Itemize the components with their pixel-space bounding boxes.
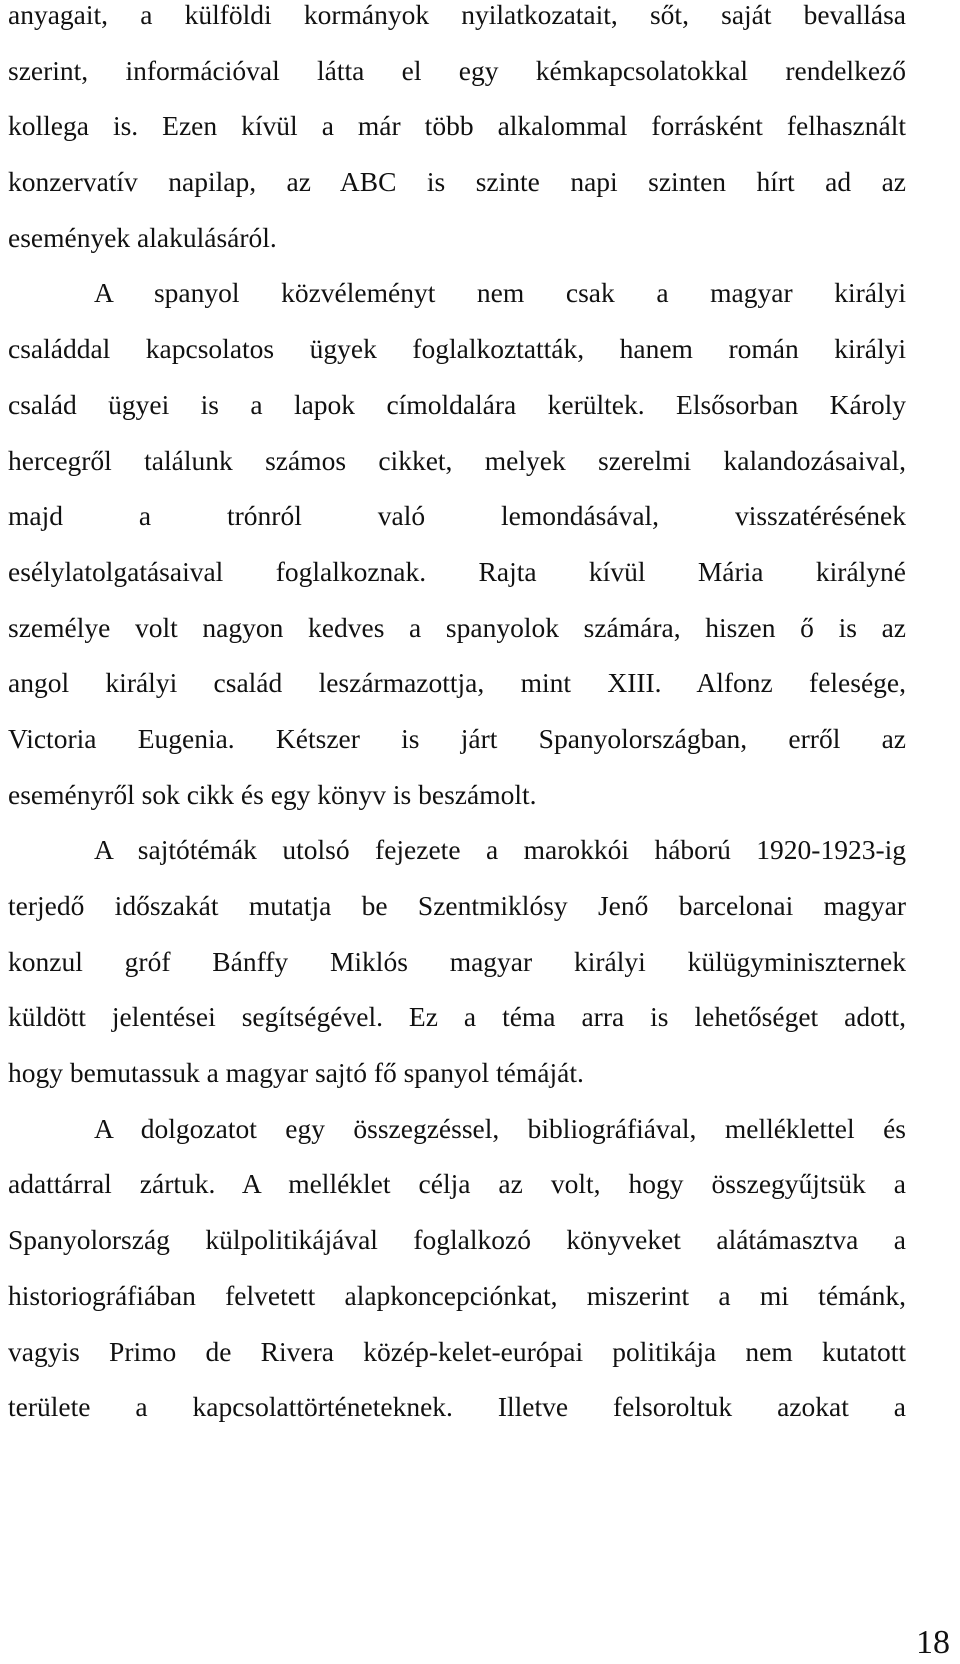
text-line: A dolgozatot egy összegzéssel, bibliográfiával, melléklettel és xyxy=(94,1112,906,1144)
text-line: anyagait, a külföldi kormányok nyilatkozatait, sőt, saját bevallása xyxy=(8,0,906,30)
text-line: historiográfiában felvetett alapkoncepciónkat, miszerint a mi témánk, xyxy=(8,1279,906,1311)
text-line: adattárral zártuk. A melléklet célja az volt, hogy összegyűjtsük a xyxy=(8,1168,906,1200)
text-line: család ügyei is a lapok címoldalára kerültek. Elsősorban Károly xyxy=(8,388,906,420)
text-line: konzul gróf Bánffy Miklós magyar királyi külügyminiszternek xyxy=(8,945,906,977)
text-line: Victoria Eugenia. Kétszer is járt Spanyolországban, erről az xyxy=(8,722,906,754)
paragraph-4 xyxy=(8,1101,906,1435)
text-line: A sajtótémák utolsó fejezete a marokkói háború 1920-1923-ig xyxy=(94,834,906,866)
text-line: angol királyi család leszármazottja, mint XIII. Alfonz felesége, xyxy=(8,667,906,699)
text-line: területe a kapcsolattörténeteknek. Illetve felsoroltuk azokat a xyxy=(8,1391,906,1423)
text-line: esélylatolgatásaival foglalkoznak. Rajta kívül Mária királyné xyxy=(8,555,906,587)
paragraph-2 xyxy=(8,265,906,822)
text-line: konzervatív napilap, az ABC is szinte napi szinten hírt ad az xyxy=(8,166,906,198)
text-line: küldött jelentései segítségével. Ez a téma arra is lehetőséget adott, xyxy=(8,1001,906,1033)
text-line: személye volt nagyon kedves a spanyolok számára, hiszen ő is az xyxy=(8,611,906,643)
text-line: hogy bemutassuk a magyar sajtó fő spanyol témáját. xyxy=(8,1057,584,1089)
text-line: terjedő időszakát mutatja be Szentmiklósy Jenő barcelonai magyar xyxy=(8,890,906,921)
text-line: majd a trónról való lemondásával, visszatérésének xyxy=(8,500,906,532)
page-number: 18 xyxy=(916,1624,950,1661)
text-line: A spanyol közvéleményt nem csak a magyar királyi xyxy=(94,277,906,309)
text-line: családdal kapcsolatos ügyek foglalkoztatták, hanem román királyi xyxy=(8,333,906,365)
text-line: események alakulásáról. xyxy=(8,221,277,253)
paragraph-1 xyxy=(8,0,906,265)
text-line: vagyis Primo de Rivera közép-kelet-európai politikája nem kutatott xyxy=(8,1335,906,1367)
text-line: eseményről sok cikk és egy könyv is beszámolt. xyxy=(8,778,537,810)
paragraph-3 xyxy=(8,822,906,1100)
text-line: hercegről találunk számos cikket, melyek szerelmi kalandozásaival, xyxy=(8,444,906,476)
text-line: szerint, információval látta el egy kémkapcsolatokkal rendelkező xyxy=(8,54,906,86)
text-line: kollega is. Ezen kívül a már több alkalommal forrásként felhasznált xyxy=(8,110,906,142)
text-line: Spanyolország külpolitikájával foglalkozó könyveket alátámasztva a xyxy=(8,1224,906,1256)
document-page xyxy=(8,0,906,1435)
